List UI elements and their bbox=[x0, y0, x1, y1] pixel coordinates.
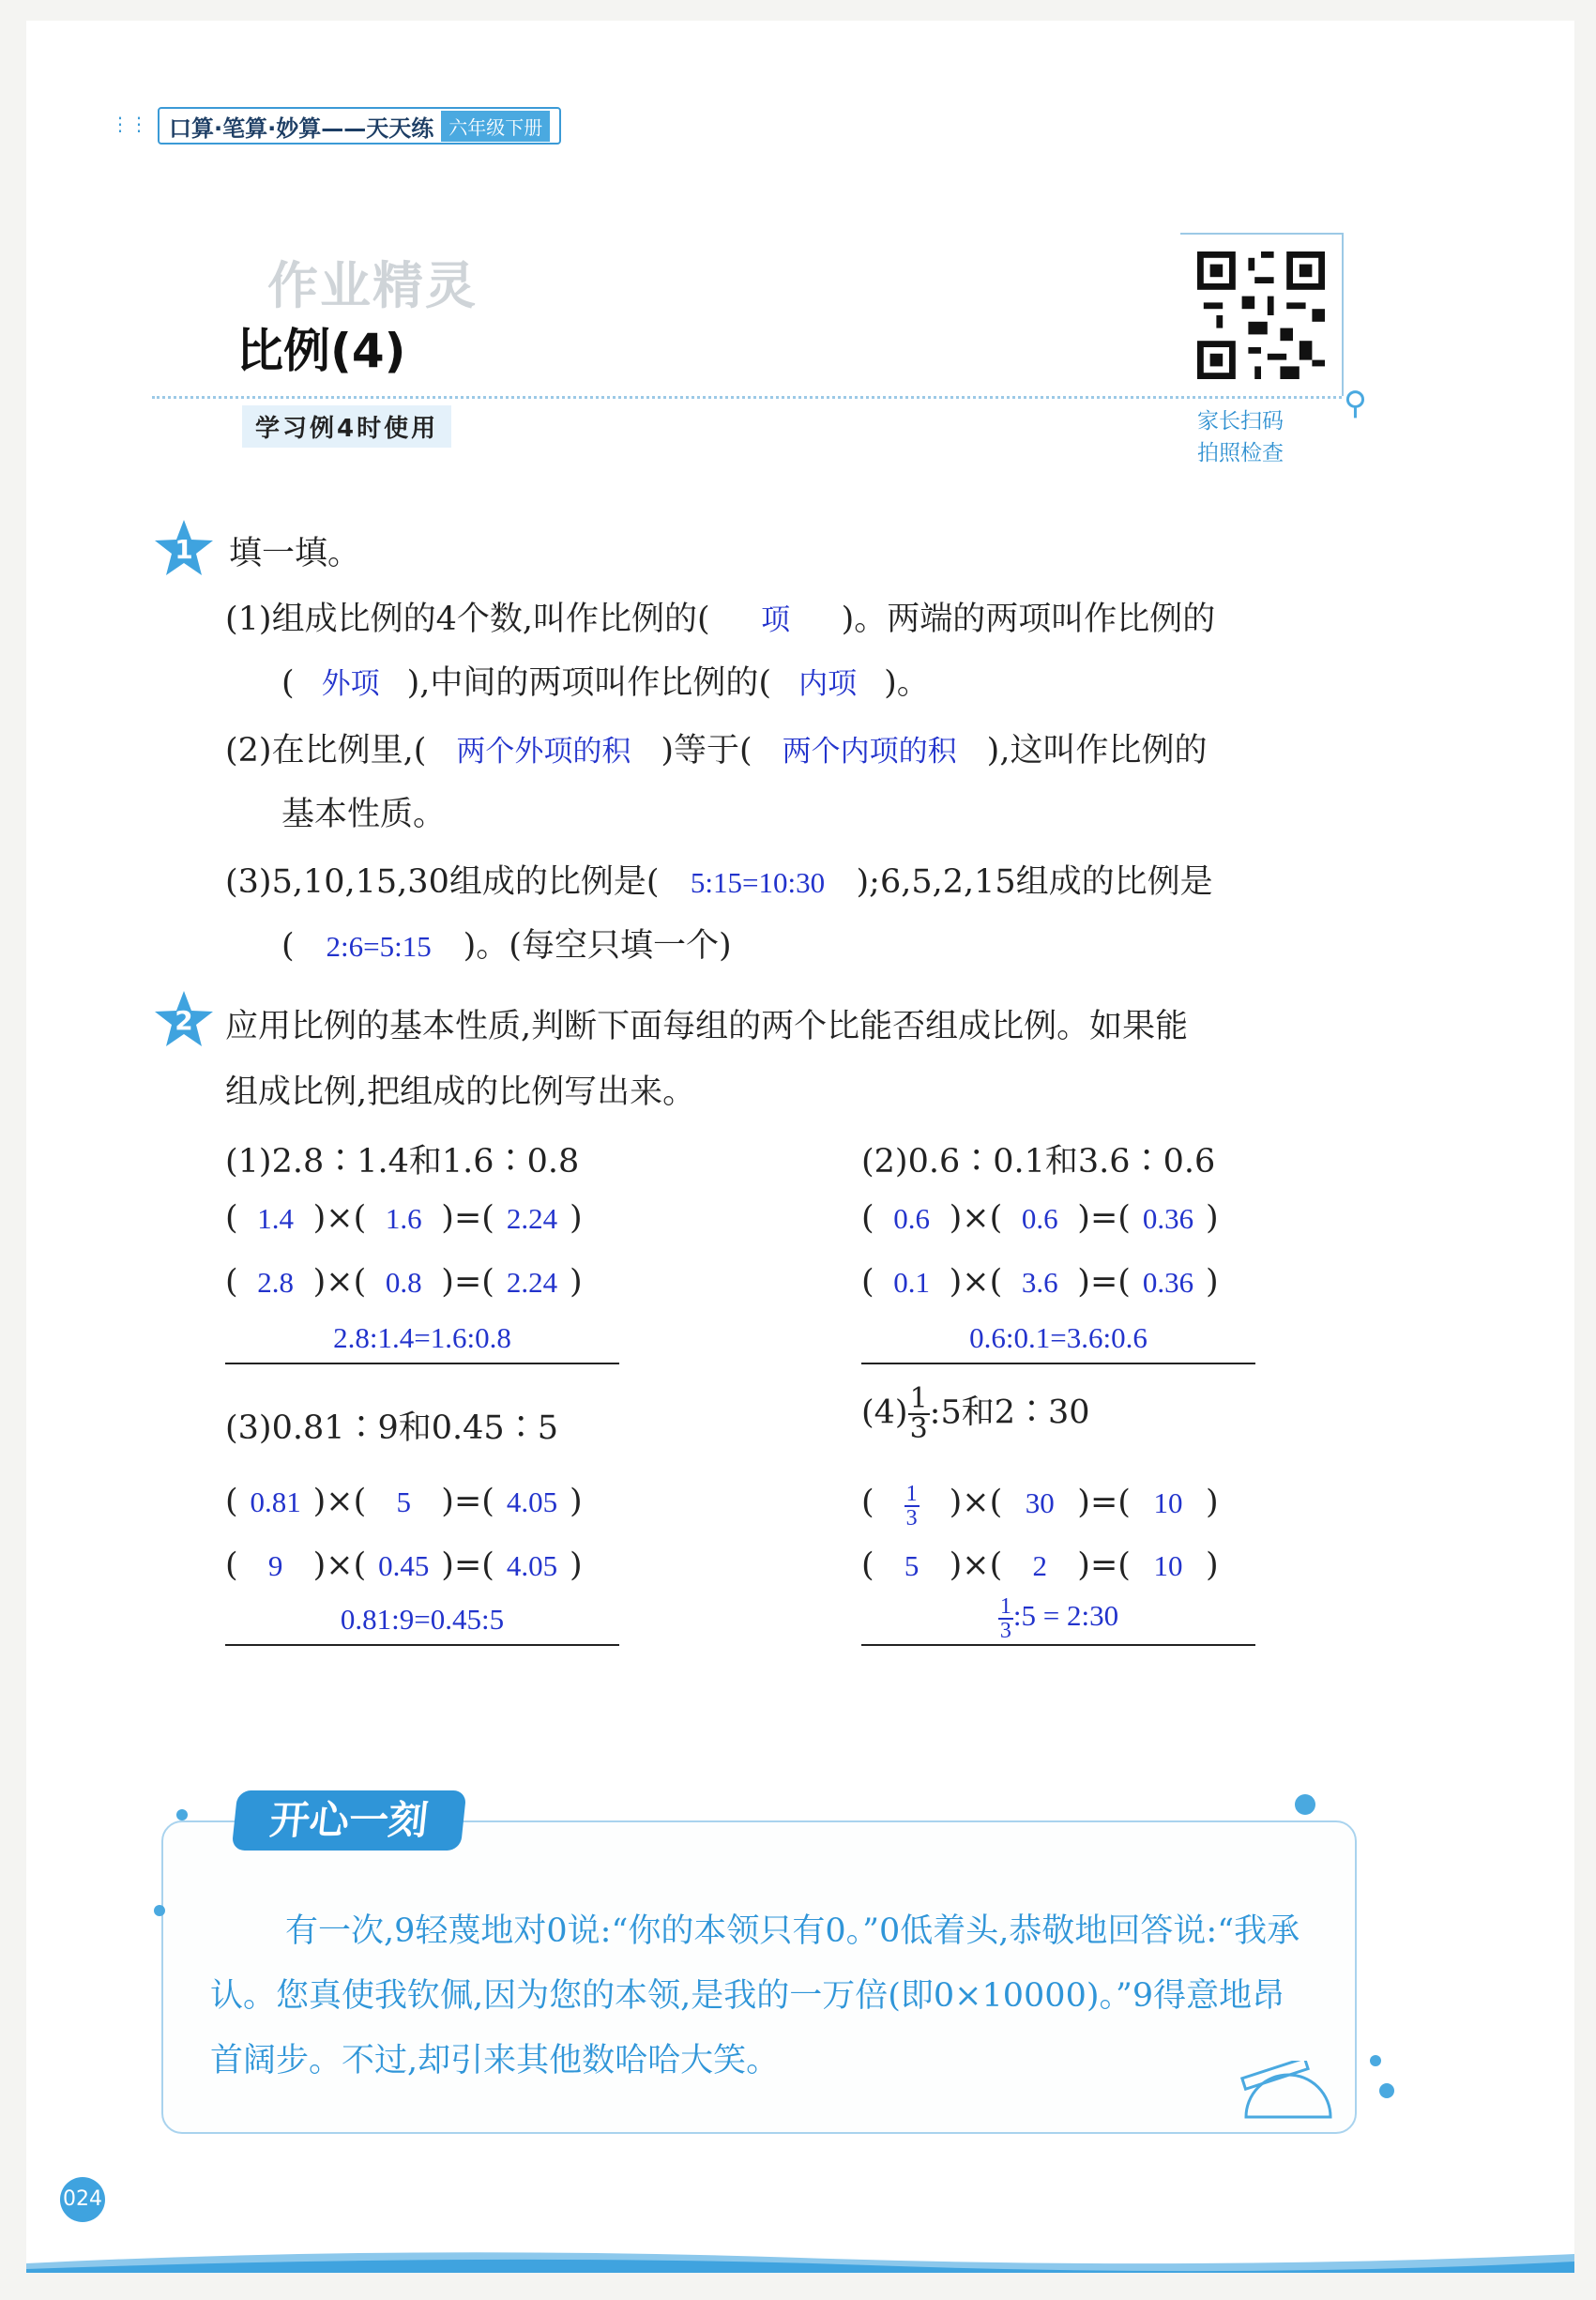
q1-p1-text-b: )。两端的两项叫作比例的 bbox=[841, 601, 1216, 638]
group-2-row-2: ( 0.1 )×( 3.6 )=( 0.36 ) bbox=[861, 1263, 1219, 1301]
group-3-row-2: ( 9 )×( 0.45 )=( 4.05 ) bbox=[225, 1546, 583, 1584]
group-3-result: 0.81:9=0.45:5 bbox=[340, 1603, 505, 1636]
group-2-row-1: ( 0.6 )×( 0.6 )=( 0.36 ) bbox=[861, 1199, 1219, 1237]
group-4-r2-c: 10 bbox=[1153, 1549, 1183, 1582]
q1-p2-answer-1: 两个外项的积 bbox=[456, 735, 631, 769]
group-4-res-den: 3 bbox=[999, 1619, 1011, 1643]
group-3-r1-b: 5 bbox=[396, 1485, 412, 1518]
group-2-r2-c: 0.36 bbox=[1142, 1266, 1194, 1299]
q1-p3-answer-1: 5:15=10:30 bbox=[690, 866, 826, 899]
q1-p1-text-d: ),中间的两项叫作比例的( bbox=[406, 664, 772, 702]
q1-p1-answer-1: 项 bbox=[761, 603, 791, 636]
group-4-label-num: 1 bbox=[909, 1382, 928, 1415]
question-1-number: 1 bbox=[175, 534, 193, 565]
q1-p2-answer-2: 两个内项的积 bbox=[782, 735, 957, 769]
q1-part3-line2 bbox=[281, 920, 732, 967]
group-2-r2-b: 3.6 bbox=[1021, 1266, 1058, 1299]
series-header bbox=[158, 107, 561, 145]
qr-caption-line-2: 拍照检查 bbox=[1197, 441, 1284, 465]
group-4-r1-den: 3 bbox=[905, 1506, 918, 1531]
series-name: 口算·笔算·妙算——天天练 bbox=[169, 114, 434, 142]
ruler-protractor-icon bbox=[1237, 2061, 1340, 2126]
watermark: 作业精灵 bbox=[267, 256, 478, 315]
question-2-number: 2 bbox=[175, 1005, 193, 1036]
q1-p2-text-b: )等于( bbox=[661, 732, 752, 769]
group-4-r1-b: 30 bbox=[1025, 1486, 1055, 1520]
search-icon: ⚲ bbox=[1344, 385, 1367, 422]
group-4-result-fraction bbox=[998, 1595, 1013, 1642]
group-2-answer-line bbox=[861, 1363, 1255, 1364]
q1-p1-text-c: ( bbox=[281, 664, 295, 702]
question-1-star-icon bbox=[154, 518, 214, 578]
qr-caption bbox=[1197, 405, 1284, 469]
footer-wave bbox=[26, 2245, 1574, 2273]
group-4-answer-line bbox=[861, 1644, 1255, 1646]
question-2-title-line-2: 组成比例,把组成的比例写出来。 bbox=[225, 1074, 696, 1111]
qr-code-icon[interactable] bbox=[1197, 251, 1325, 379]
q1-part3-line1 bbox=[225, 856, 1213, 903]
group-2-r1-a: 0.6 bbox=[893, 1202, 931, 1235]
group-3-r2-c: 4.05 bbox=[506, 1549, 558, 1582]
group-4-label-den: 3 bbox=[909, 1412, 928, 1445]
q1-p3-text-a: (3)5,10,15,30组成的比例是( bbox=[225, 863, 660, 901]
group-4-row-1: ( $\frac{1}{3}$ )×( 30 )=( 10 ) bbox=[861, 1482, 1219, 1531]
group-1-label: (1)2.8∶1.4和1.6∶0.8 bbox=[225, 1143, 580, 1180]
group-1-r2-b: 0.8 bbox=[385, 1266, 422, 1299]
header-mark-icon: ⋮⋮ bbox=[111, 113, 148, 135]
group-4-row-2: ( 5 )×( 2 )=( 10 ) bbox=[861, 1546, 1219, 1584]
q1-p2-text-d: 基本性质。 bbox=[281, 796, 447, 833]
group-1-r2-a: 2.8 bbox=[257, 1266, 295, 1299]
group-3-r2-b: 0.45 bbox=[378, 1549, 430, 1582]
group-3-answer-line bbox=[225, 1644, 619, 1646]
group-4-r1-fraction bbox=[904, 1483, 920, 1530]
page-number: 024 bbox=[60, 2177, 105, 2222]
group-1-r1-b: 1.6 bbox=[385, 1202, 422, 1235]
group-2-r2-a: 0.1 bbox=[893, 1266, 931, 1299]
q1-part1-line2 bbox=[281, 657, 930, 704]
group-4-result bbox=[861, 1595, 1255, 1642]
q1-p2-text-c: ),这叫作比例的 bbox=[986, 732, 1208, 769]
group-2-label: (2)0.6∶0.1和3.6∶0.6 bbox=[861, 1143, 1216, 1180]
group-4-label-post: :5和2∶30 bbox=[929, 1394, 1090, 1432]
q1-p1-text-e: )。 bbox=[884, 664, 930, 702]
group-3-r1-c: 4.05 bbox=[506, 1485, 558, 1518]
group-3-label: (3)0.81∶9和0.45∶5 bbox=[225, 1409, 558, 1447]
group-4-res-post: :5 = 2:30 bbox=[1012, 1599, 1119, 1633]
group-1-row-1: ( 1.4 )×( 1.6 )=( 2.24 ) bbox=[225, 1199, 583, 1237]
qr-caption-line-1: 家长扫码 bbox=[1197, 409, 1284, 434]
group-1-answer-line bbox=[225, 1363, 619, 1364]
group-4-r1-num: 1 bbox=[905, 1482, 918, 1506]
divider bbox=[152, 396, 1342, 399]
question-2-title-line-1: 应用比例的基本性质,判断下面每组的两个比能否组成比例。如果能 bbox=[225, 1008, 1189, 1045]
group-4-r1-c: 10 bbox=[1153, 1486, 1183, 1520]
grade-label: 六年级下册 bbox=[441, 111, 550, 142]
group-1-row-2: ( 2.8 )×( 0.8 )=( 2.24 ) bbox=[225, 1263, 583, 1301]
q1-p1-text-a: (1)组成比例的4个数,叫作比例的( bbox=[225, 601, 710, 638]
group-4-label bbox=[861, 1382, 1090, 1445]
group-3-r2-a: 9 bbox=[267, 1549, 283, 1582]
group-1-result: 2.8:1.4=1.6:0.8 bbox=[333, 1321, 511, 1354]
q1-part2-line1 bbox=[225, 724, 1207, 771]
group-3-r1-a: 0.81 bbox=[250, 1485, 301, 1518]
q1-p1-answer-3: 内项 bbox=[798, 667, 858, 701]
group-2-r1-b: 0.6 bbox=[1021, 1202, 1058, 1235]
joy-tag: 开心一刻 bbox=[232, 1790, 467, 1851]
joy-story: 有一次,9轻蔑地对0说:“你的本领只有0。”0低着头,恭敬地回答说:“我承认。您真使我钦佩,因为您的本领,是我的一万倍(即0×10000)。”9得意地昂首阔步。不过,却引来其他数哈哈大笑。 bbox=[210, 1912, 1300, 2079]
group-4-res-num: 1 bbox=[999, 1594, 1011, 1619]
q1-p3-text-d: )。(每空只填一个) bbox=[463, 927, 732, 965]
lesson-subtitle: 学习例4时使用 bbox=[242, 405, 451, 448]
q1-p2-text-a: (2)在比例里,( bbox=[225, 732, 427, 769]
group-2-r1-c: 0.36 bbox=[1142, 1202, 1194, 1235]
q1-p3-text-b: );6,5,2,15组成的比例是 bbox=[856, 863, 1213, 901]
question-2-star-icon bbox=[154, 989, 214, 1049]
group-4-r2-a: 5 bbox=[904, 1549, 920, 1582]
group-4-r2-b: 2 bbox=[1032, 1549, 1048, 1582]
group-4-label-fraction bbox=[908, 1382, 930, 1445]
group-4-label-pre: (4) bbox=[861, 1394, 908, 1432]
group-1-r1-a: 1.4 bbox=[257, 1202, 295, 1235]
page-title: 比例(4) bbox=[236, 324, 406, 378]
qr-code-frame bbox=[1180, 233, 1344, 396]
question-1-title: 填一填。 bbox=[229, 535, 361, 572]
group-2-result: 0.6:0.1=3.6:0.6 bbox=[969, 1321, 1148, 1354]
q1-p1-answer-2: 外项 bbox=[321, 667, 380, 701]
q1-part1-line1 bbox=[225, 593, 1215, 640]
q1-p3-answer-2: 2:6=5:15 bbox=[326, 930, 432, 963]
group-1-r1-c: 2.24 bbox=[506, 1202, 558, 1235]
q1-p3-text-c: ( bbox=[281, 927, 295, 965]
group-3-row-1: ( 0.81 )×( 5 )=( 4.05 ) bbox=[225, 1483, 583, 1520]
group-1-r2-c: 2.24 bbox=[506, 1266, 558, 1299]
